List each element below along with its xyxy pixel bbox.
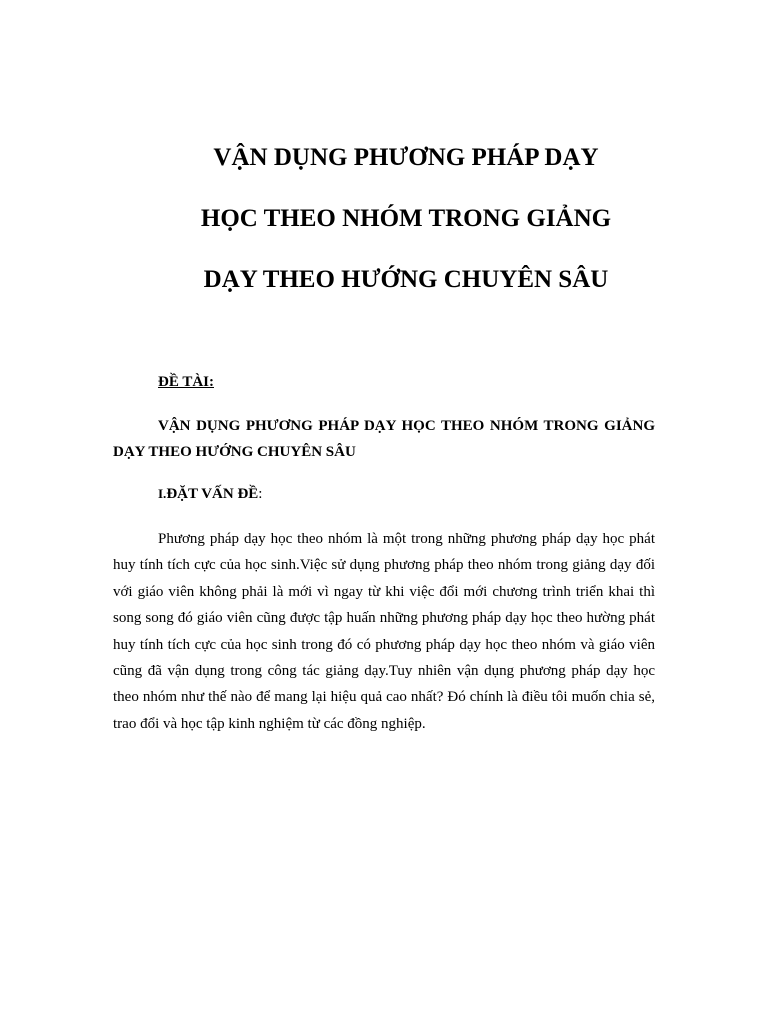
title-line-1: VẬN DỤNG PHƯƠNG PHÁP DẠY [213, 144, 599, 171]
section-title: ĐẶT VẤN ĐỀ [166, 486, 259, 502]
topic-label: ĐỀ TÀI: [158, 374, 214, 390]
section-number: I. [158, 486, 167, 501]
section-colon: : [258, 486, 263, 502]
document-title [150, 143, 662, 326]
title-line-3: DẠY THEO HƯỚNG CHUYÊN SÂU [203, 266, 609, 293]
section-heading [158, 486, 262, 503]
body-paragraph: Phương pháp dạy học theo nhóm là một trong những phương pháp dạy học phát huy tính tích cực của học sinh.Việc sử dụng phương pháp theo nhóm trong giảng dạy đối với giáo viên không phải là mới vì ngay từ khi việc đổi mới chương trình triển khai thì song song đó giáo viên cũng được tập huấn những phương pháp dạy học theo hường phát huy tính tích cực của học sinh trong đó có phương pháp dạy học theo nhóm và giáo viên cũng đã vận dụng trong công tác giảng dạy.Tuy nhiên vận dụng phương pháp dạy học theo nhóm như thế nào để mang lại hiệu quả cao nhất? Đó chính là điều tôi muốn chia sẻ, trao đổi và học tập kinh nghiệm từ các đồng nghiệp. [113, 531, 655, 732]
topic-text: VẬN DỤNG PHƯƠNG PHÁP DẠY HỌC THEO NHÓM TRONG GIẢNG DẠY THEO HƯỚNG CHUYÊN SÂU [113, 418, 655, 460]
title-line-2: HỌC THEO NHÓM TRONG GIẢNG [200, 205, 612, 232]
